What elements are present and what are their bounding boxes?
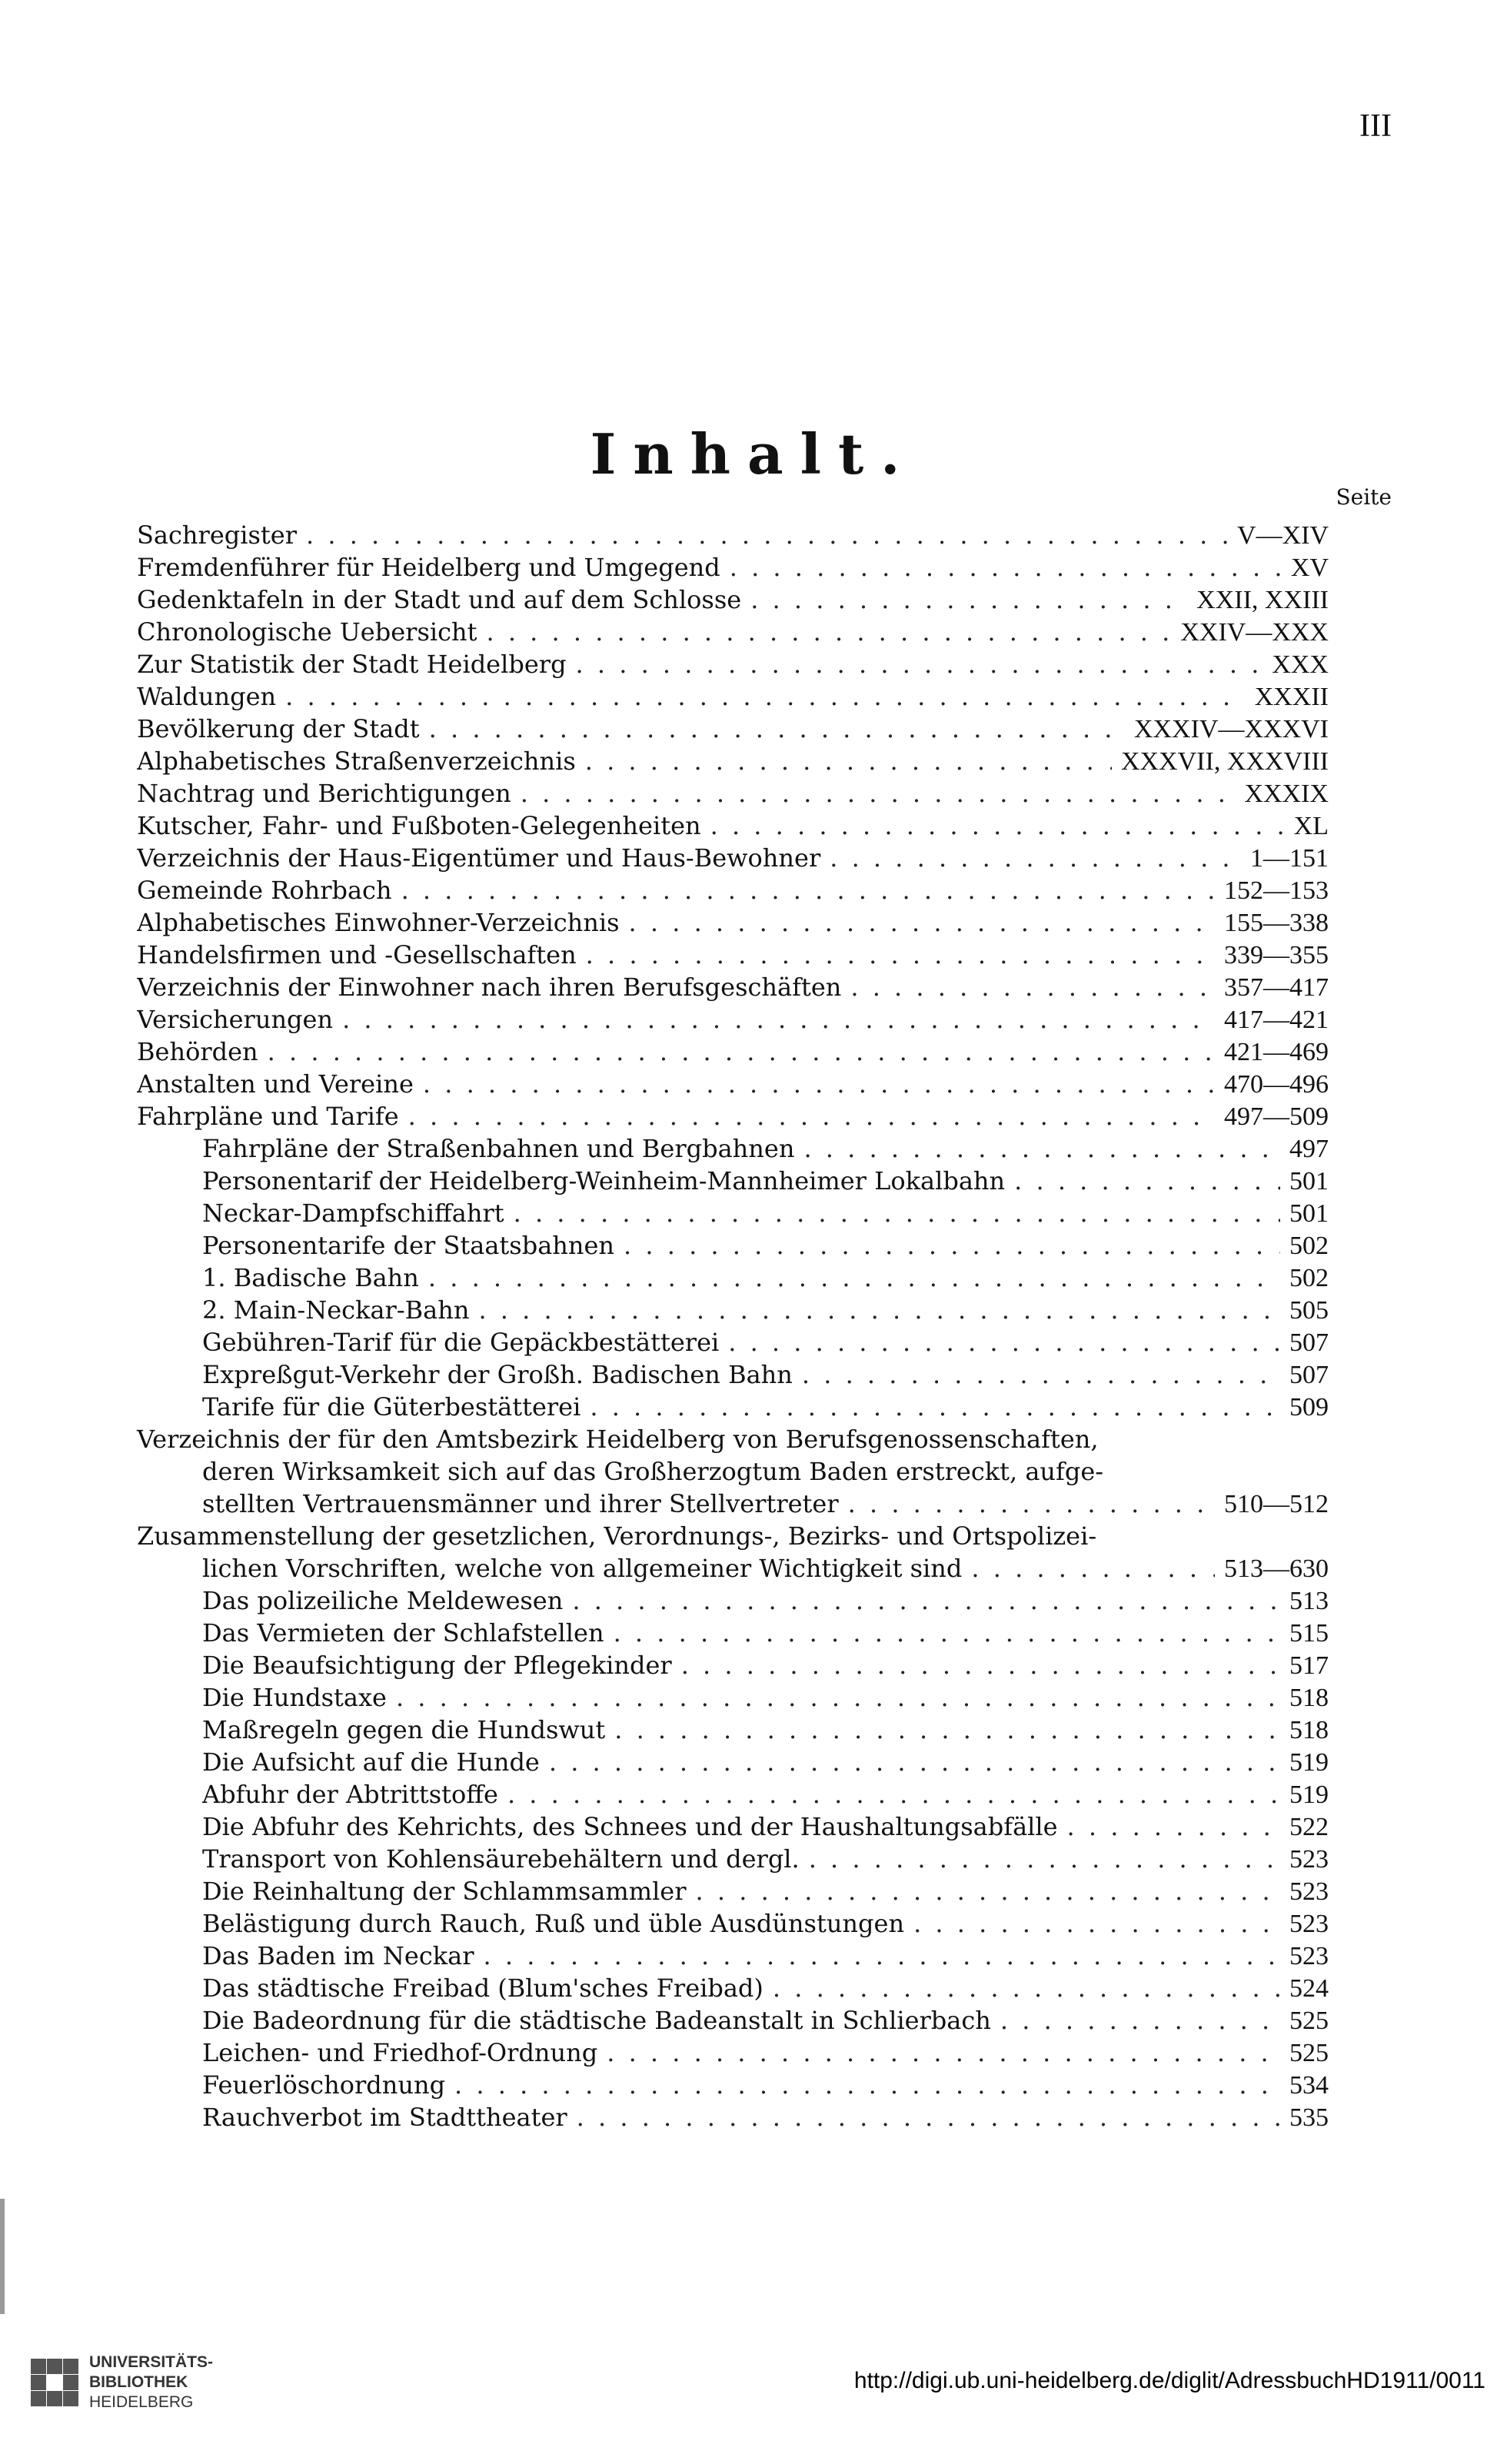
toc-entry-label: Das polizeiliche Meldewesen (202, 1586, 564, 1615)
dot-leader (454, 2069, 1280, 2101)
dot-leader (624, 1229, 1280, 1262)
dot-leader (848, 1488, 1215, 1520)
toc-entry (137, 1584, 1329, 1617)
toc-entry-pages: 510—512 (1224, 1490, 1329, 1518)
page-number: III (1359, 108, 1392, 144)
dot-leader (576, 648, 1263, 680)
dot-leader (401, 874, 1215, 906)
toc-entry-label: Transport von Kohlensäurebehältern und dergl. (202, 1844, 800, 1874)
toc-entry (137, 2037, 1329, 2069)
toc-entry-label: 1. Badische Bahn (202, 1263, 419, 1292)
toc-entry-pages: 525 (1289, 2007, 1329, 2035)
library-logo (31, 2353, 213, 2412)
dot-leader (750, 584, 1187, 616)
toc-entry (137, 1326, 1329, 1358)
toc-entry-label: Zur Statistik der Stadt Heidelberg (137, 650, 567, 679)
dot-leader (268, 1036, 1215, 1068)
toc-entry-label: lichen Vorschriften, welche von allgemeiner Wichtigkeit sind (202, 1554, 963, 1583)
toc-entry-label: 2. Main-Neckar-Bahn (202, 1295, 470, 1325)
dot-leader (696, 1875, 1280, 1907)
toc-entry-pages: 515 (1289, 1619, 1329, 1648)
toc-entry (137, 1778, 1329, 1811)
toc-entry (137, 680, 1329, 713)
toc-entry-pages: 501 (1289, 1199, 1329, 1228)
toc-entry-pages: 155—338 (1224, 909, 1329, 937)
toc-entry-pages: 501 (1289, 1167, 1329, 1195)
toc-entry-pages: V—XIV (1237, 521, 1329, 550)
toc-entry (137, 906, 1329, 939)
toc-entry-label: Tarife für die Güterbestätterei (202, 1392, 581, 1422)
toc-entry-label: Gebühren-Tarif für die Gepäckbestätterei (202, 1328, 720, 1357)
toc-entry-label: Die Aufsicht auf die Hunde (202, 1747, 540, 1777)
toc-entry-label: Fremdenführer für Heidelberg und Umgegend (137, 553, 720, 582)
dot-leader (1067, 1811, 1280, 1843)
toc-entry-pages: XXXIX (1244, 780, 1329, 808)
toc-entry-pages: XXX (1272, 650, 1329, 679)
toc-entry (137, 1972, 1329, 2004)
dot-leader (507, 1778, 1280, 1811)
toc-entry-label: Die Badeordnung für die städtische Badeanstalt in Schlierbach (202, 2006, 991, 2035)
toc-entry (137, 1552, 1329, 1584)
toc-entry-label: Das städtische Freibad (Blum'sches Freibad) (202, 1974, 763, 2003)
toc-entry (137, 1132, 1329, 1165)
toc-entry (137, 1100, 1329, 1132)
toc-entry (137, 874, 1329, 906)
dot-leader (728, 1326, 1280, 1358)
toc-entry-line: deren Wirksamkeit sich auf das Großherzogtum Baden erstreckt, aufge- (202, 1457, 1104, 1486)
toc-entry-label: Das Vermieten der Schlafstellen (202, 1618, 604, 1648)
toc-entry (137, 713, 1329, 745)
toc-entry (137, 1262, 1329, 1294)
toc-entry-multiline-2 (137, 1520, 1329, 1584)
toc-entry-pages: 517 (1289, 1651, 1329, 1680)
dot-leader (342, 1003, 1215, 1036)
toc-entry (137, 1811, 1329, 1843)
toc-entry (137, 842, 1329, 874)
toc-entry-pages: 518 (1289, 1716, 1329, 1744)
toc-entry (137, 551, 1329, 584)
dot-leader (514, 1197, 1280, 1229)
toc-entry (137, 971, 1329, 1003)
toc-entry-line: Verzeichnis der für den Amtsbezirk Heidelberg von Berufsgenossenschaften, (137, 1425, 1099, 1454)
dot-leader (577, 2101, 1280, 2133)
toc-entry-pages: 524 (1289, 1974, 1329, 2003)
toc-entry-pages: 339—355 (1224, 941, 1329, 969)
toc-entry-pages: 522 (1289, 1813, 1329, 1841)
toc-entry (137, 1229, 1329, 1262)
toc-entry (137, 2101, 1329, 2133)
toc-title: Inhalt. (590, 421, 917, 487)
dot-leader (809, 1843, 1280, 1875)
toc-entry (137, 1843, 1329, 1875)
toc-entry-label: Maßregeln gegen die Hundswut (202, 1715, 606, 1744)
dot-leader (607, 2037, 1280, 2069)
toc-entry-pages: 502 (1289, 1264, 1329, 1292)
toc-entry-label: Fahrpläne der Straßenbahnen und Bergbahnen (202, 1134, 795, 1163)
toc-entry (137, 1358, 1329, 1391)
toc-entry (137, 1681, 1329, 1714)
toc-entry-label: Waldungen (137, 682, 277, 711)
dot-leader (285, 680, 1246, 713)
toc-entry-pages: XL (1293, 812, 1329, 840)
toc-entry-pages: XXII, XXIII (1196, 586, 1329, 614)
toc-entry-label: Behörden (137, 1037, 258, 1066)
toc-entry-pages: 525 (1289, 2039, 1329, 2067)
dot-leader (428, 1262, 1280, 1294)
toc-entry-pages: 497—509 (1224, 1102, 1329, 1131)
toc-entry-label: Belästigung durch Rauch, Ruß und üble Ausdünstungen (202, 1909, 905, 1938)
toc-entry-pages: 357—417 (1224, 973, 1329, 1002)
toc-entry (137, 1068, 1329, 1100)
toc-entry-label: Alphabetisches Einwohner-Verzeichnis (137, 908, 620, 937)
toc-entry-pages: 497 (1289, 1135, 1329, 1163)
toc-entry-label: Bevölkerung der Stadt (137, 714, 420, 743)
toc-entry (137, 1488, 1329, 1520)
toc-entry-label: Verzeichnis der Einwohner nach ihren Berufsgeschäften (137, 973, 842, 1002)
toc-entry (137, 1197, 1329, 1229)
toc-entry (137, 1746, 1329, 1778)
toc-entry-label: Leichen- und Friedhof-Ordnung (202, 2038, 598, 2067)
toc-entry-line: Zusammenstellung der gesetzlichen, Verordnungs-, Bezirks- und Ortspolizei- (137, 1521, 1097, 1551)
toc-entry-label: Expreßgut-Verkehr der Großh. Badischen Bahn (202, 1360, 793, 1389)
dot-leader (710, 810, 1285, 842)
toc-entry (137, 1391, 1329, 1423)
dot-leader (803, 1132, 1280, 1165)
toc-entry-label: Neckar-Dampfschiffahrt (202, 1199, 504, 1228)
toc-entry-pages: 502 (1289, 1232, 1329, 1260)
dot-leader (913, 1907, 1280, 1940)
toc-entry (137, 810, 1329, 842)
dot-leader (773, 1972, 1280, 2004)
toc-entry-pages: 523 (1289, 1845, 1329, 1874)
toc-entry-label: stellten Vertrauensmänner und ihrer Stellvertreter (202, 1489, 839, 1518)
toc-entry-pages: 152—153 (1224, 876, 1329, 905)
toc-entry-pages: 513—630 (1224, 1555, 1329, 1583)
dot-leader (802, 1358, 1280, 1391)
toc-entry (137, 2069, 1329, 2101)
toc-entry (137, 1003, 1329, 1036)
source-url[interactable]: http://digi.ub.uni-heidelberg.de/diglit/AdressbuchHD1911/0011 (853, 2368, 1485, 2393)
toc-entry-label: Personentarife der Staatsbahnen (202, 1231, 615, 1260)
toc-entry (137, 1714, 1329, 1746)
toc-entry-label: Die Abfuhr des Kehrichts, des Schnees und der Haushaltungsabfälle (202, 1812, 1058, 1841)
toc-entry (137, 1907, 1329, 1940)
toc-entry (137, 648, 1329, 680)
toc-entry-pages: 505 (1289, 1296, 1329, 1325)
dot-leader (396, 1681, 1280, 1714)
toc-entry-pages: 523 (1289, 1877, 1329, 1906)
toc-entry (137, 1294, 1329, 1326)
toc-entry (137, 584, 1329, 616)
toc-entry-label: Alphabetisches Straßenverzeichnis (137, 747, 576, 776)
dot-leader (549, 1746, 1280, 1778)
toc-entry-label: Chronologische Uebersicht (137, 617, 477, 647)
logo-line: HEIDELBERG (89, 2393, 194, 2411)
dot-leader (408, 1100, 1215, 1132)
toc-entry (137, 1036, 1329, 1068)
dot-leader (629, 906, 1215, 939)
library-logo-text (89, 2353, 213, 2412)
toc-entry (137, 939, 1329, 971)
toc-entry-label: Anstalten und Vereine (137, 1069, 414, 1099)
toc-entry-pages: 509 (1289, 1393, 1329, 1422)
dot-leader (590, 1391, 1280, 1423)
toc-entries-group-2 (137, 1584, 1329, 2133)
dot-leader (730, 551, 1282, 584)
toc-entry-pages: XXXII (1254, 683, 1329, 711)
dot-leader (614, 1714, 1280, 1746)
toc-entry-label: Nachtrag und Berichtigungen (137, 779, 511, 808)
toc-entry-pages: XXXIV—XXXVI (1133, 715, 1329, 743)
toc-entry-label: Handelsfirmen und -Gesellschaften (137, 940, 577, 969)
toc-entry-label: Die Reinhaltung der Schlammsammler (202, 1877, 687, 1906)
dot-leader (850, 971, 1215, 1003)
toc-entry-pages: 417—421 (1224, 1006, 1329, 1034)
toc-entry-pages: 523 (1289, 1910, 1329, 1938)
dot-leader (572, 1584, 1280, 1617)
dot-leader (586, 939, 1215, 971)
toc-entry (137, 2004, 1329, 2037)
logo-line: BIBLIOTHEK (89, 2373, 188, 2391)
toc-entry (137, 777, 1329, 810)
toc-entry-label: Die Hundstaxe (202, 1683, 387, 1712)
toc-entry-pages: 519 (1289, 1748, 1329, 1777)
toc-entry-label: Versicherungen (137, 1005, 334, 1034)
dot-leader (484, 1940, 1281, 1972)
toc-entry-pages: XXIV—XXX (1180, 618, 1329, 647)
toc-entry (137, 1617, 1329, 1649)
toc-entry (137, 616, 1329, 648)
toc-entry-pages: 470—496 (1224, 1070, 1329, 1099)
dot-leader (681, 1649, 1280, 1681)
toc-entry (137, 1165, 1329, 1197)
dot-leader (306, 519, 1228, 551)
logo-line: UNIVERSITÄTS- (89, 2353, 214, 2371)
library-logo-icon (31, 2359, 78, 2406)
toc-entry-pages: 1—151 (1250, 844, 1329, 873)
table-of-contents (137, 519, 1329, 2133)
dot-leader (585, 745, 1112, 777)
toc-entry-label: Sachregister (137, 520, 297, 550)
toc-entry-pages: 507 (1289, 1361, 1329, 1389)
toc-entry-label: Gemeinde Rohrbach (137, 876, 392, 905)
toc-entry-label: Feuerlöschordnung (202, 2070, 446, 2100)
toc-entry-pages: 421—469 (1224, 1038, 1329, 1066)
dot-leader (429, 713, 1125, 745)
toc-entry-multiline-1 (137, 1423, 1329, 1520)
toc-entries-group-1 (137, 519, 1329, 1423)
dot-leader (521, 777, 1236, 810)
dot-leader (1014, 1165, 1280, 1197)
toc-entry-label: Fahrpläne und Tarife (137, 1102, 399, 1131)
dot-leader (830, 842, 1241, 874)
toc-entry-label: Personentarif der Heidelberg-Weinheim-Mannheimer Lokalbahn (202, 1166, 1006, 1195)
toc-entry-pages: XV (1290, 554, 1329, 582)
toc-entry-label: Die Beaufsichtigung der Pflegekinder (202, 1651, 672, 1680)
dot-leader (486, 616, 1171, 648)
toc-entry (137, 519, 1329, 551)
dot-leader (1000, 2004, 1280, 2037)
toc-entry (137, 1649, 1329, 1681)
toc-entry-pages: 507 (1289, 1328, 1329, 1357)
dot-leader (614, 1617, 1280, 1649)
page-column-header: Seite (1336, 484, 1392, 510)
toc-entry-pages: 519 (1289, 1781, 1329, 1809)
dot-leader (423, 1068, 1215, 1100)
toc-entry-pages: 518 (1289, 1684, 1329, 1712)
toc-entry-pages: 523 (1289, 1942, 1329, 1970)
toc-entry (137, 745, 1329, 777)
toc-entry (137, 1875, 1329, 1907)
toc-entry-label: Verzeichnis der Haus-Eigentümer und Haus-Bewohner (137, 843, 821, 873)
toc-entry (137, 1940, 1329, 1972)
toc-entry-label: Abfuhr der Abtrittstoffe (202, 1780, 498, 1809)
toc-entry-pages: 535 (1289, 2103, 1329, 2132)
dot-leader (478, 1294, 1280, 1326)
toc-entry-label: Kutscher, Fahr- und Fußboten-Gelegenheiten (137, 811, 701, 840)
toc-entry-pages: 513 (1289, 1587, 1329, 1615)
toc-entry-pages: XXXVII, XXXVIII (1120, 747, 1329, 776)
toc-entry-label: Das Baden im Neckar (202, 1941, 474, 1970)
scan-edge (0, 2199, 5, 2314)
toc-entry-label: Gedenktafeln in der Stadt und auf dem Schlosse (137, 585, 742, 614)
toc-entry-label: Rauchverbot im Stadttheater (202, 2103, 567, 2132)
toc-entry-pages: 534 (1289, 2071, 1329, 2100)
dot-leader (971, 1552, 1215, 1584)
